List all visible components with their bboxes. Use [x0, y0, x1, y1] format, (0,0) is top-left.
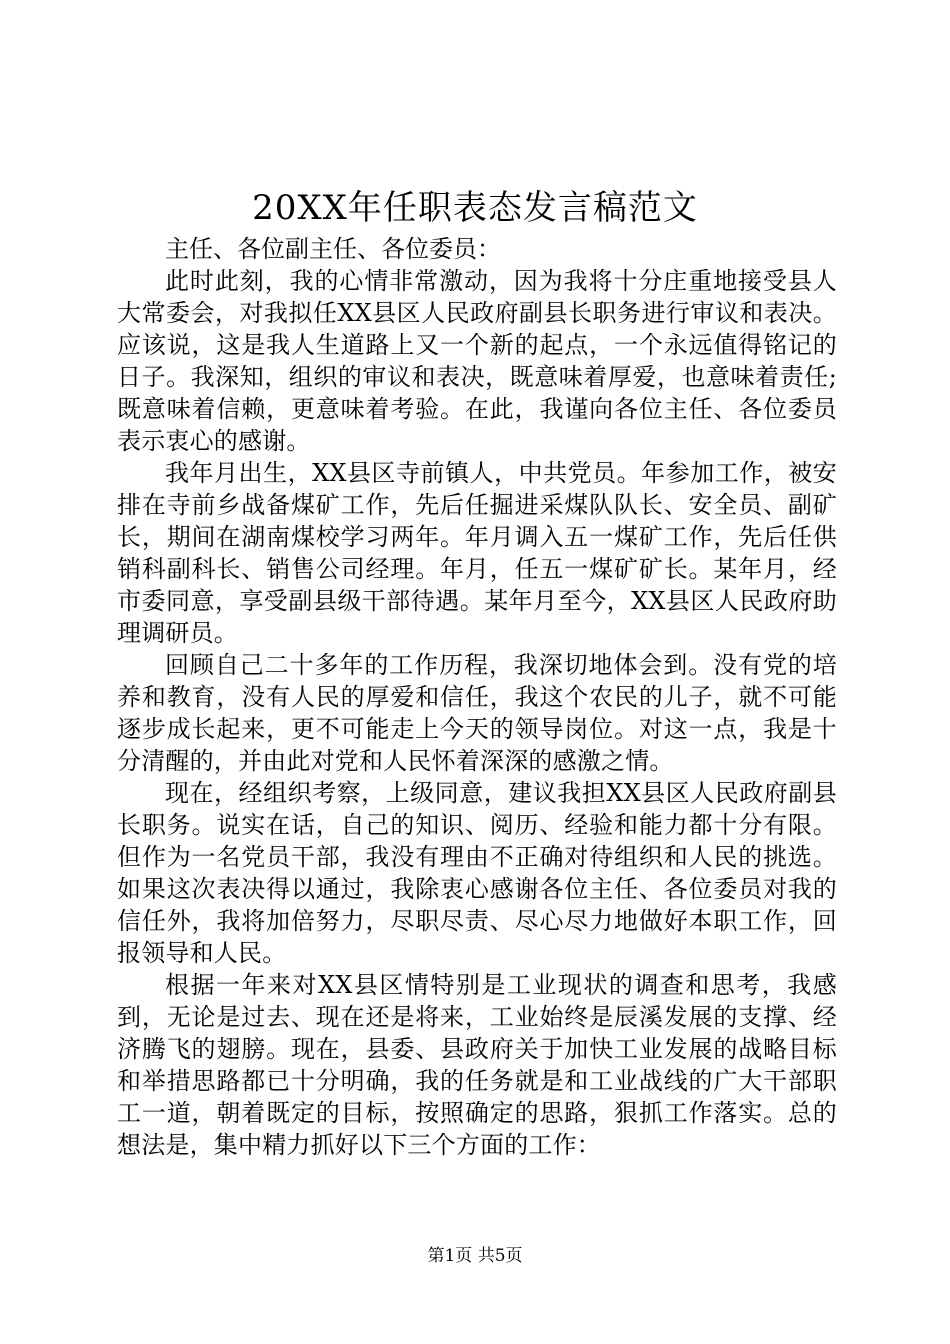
paragraph-5: 根据一年来对XX县区情特别是工业现状的调查和思考，我感到，无论是过去、现在还是将来，工业始终是辰溪发展的支撑、经济腾飞的翅膀。现在，县委、县政府关于加快工业发展的战略目标和举措思路都已十分明确，我的任务就是和工业战线的广大干部职工一道，朝着既定的目标，按照确定的思路，狠抓工作落实。总的想法是，集中精力抓好以下三个方面的工作：	[117, 971, 837, 1159]
salutation: 主任、各位副主任、各位委员：	[165, 235, 501, 263]
paragraph-1: 此时此刻，我的心情非常激动，因为我将十分庄重地接受县人大常委会，对我拟任XX县区人民政府副县长职务进行审议和表决。应该说，这是我人生道路上又一个新的起点，一个永远值得铭记的日子。我深知，组织的审议和表决，既意味着厚爱，也意味着责任;既意味着信赖，更意味着考验。在此，我谨向各位主任、各位委员表示衷心的感谢。	[117, 267, 837, 455]
paragraph-3: 回顾自己二十多年的工作历程，我深切地体会到。没有党的培养和教育，没有人民的厚爱和信任，我这个农民的儿子，就不可能逐步成长起来，更不可能走上今天的领导岗位。对这一点，我是十分清醒的，并由此对党和人民怀着深深的感激之情。	[117, 651, 837, 775]
document-title: 20XX年任职表态发言稿范文	[252, 188, 698, 228]
document-body	[117, 233, 837, 1161]
paragraph-2: 我年月出生，XX县区寺前镇人，中共党员。年参加工作，被安排在寺前乡战备煤矿工作，先后任掘进采煤队队长、安全员、副矿长，期间在湖南煤校学习两年。年月调入五一煤矿工作，先后任供销科副科长、销售公司经理。年月，任五一煤矿矿长。某年月，经市委同意，享受副县级干部待遇。某年月至今，XX县区人民政府助理调研员。	[117, 459, 837, 647]
paragraph-4: 现在，经组织考察，上级同意，建议我担XX县区人民政府副县长职务。说实在话，自己的知识、阅历、经验和能力都十分有限。但作为一名党员干部，我没有理由不正确对待组织和人民的挑选。如果这次表决得以通过，我除衷心感谢各位主任、各位委员对我的信任外，我将加倍努力，尽职尽责、尽心尽力地做好本职工作，回报领导和人民。	[117, 779, 837, 967]
page-footer: 第1页 共5页	[427, 1246, 523, 1266]
